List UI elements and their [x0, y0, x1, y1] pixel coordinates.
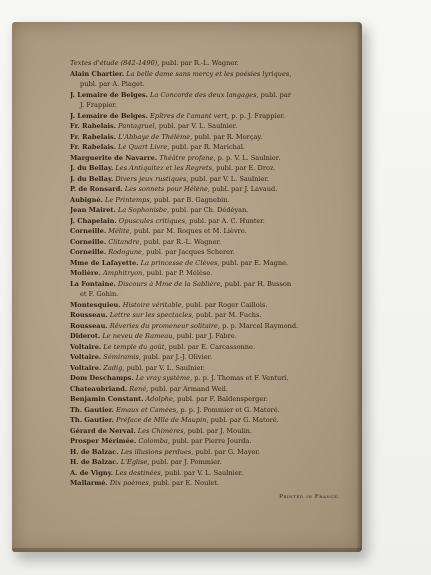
entry-work: Mélite, — [106, 227, 132, 235]
entry-publisher: publ. par B. Gagnebin. — [151, 195, 230, 204]
list-item — [70, 331, 360, 342]
list-item — [70, 447, 360, 458]
entry-publisher: publ. par J. Lavaud. — [209, 185, 278, 193]
entry-work: Les illusions perdues, — [118, 447, 194, 456]
entry-author: Corneille. — [70, 237, 107, 246]
entry-work: Théâtre profane, — [157, 153, 216, 162]
entry-work: Le Printemps, — [102, 195, 152, 204]
entry-publisher: publ. par R.-L. Wagner. — [141, 237, 222, 246]
entry-author: Gérard de Nerval. — [70, 426, 136, 435]
list-item — [70, 121, 360, 132]
entry-work: Rêveries du promeneur solitaire, — [107, 321, 221, 330]
list-item — [70, 205, 360, 216]
entry-publisher: publ. par R.-L. Wagner. — [159, 59, 239, 67]
entry-work: Dix poèmes, — [107, 479, 151, 487]
list-item — [70, 478, 360, 489]
entry-publisher: p. p. J. Pommier et G. Matoré. — [178, 405, 280, 414]
entry-work: La Sophonisbe, — [115, 206, 170, 214]
entry-author: H. de Balzac. — [70, 447, 119, 456]
list-item — [70, 69, 360, 90]
list-item — [70, 90, 360, 111]
entry-author: Fr. Rabelais. — [70, 143, 117, 151]
entry-work: Histoire véritable, — [120, 300, 184, 309]
list-item — [70, 216, 360, 227]
entry-work: Le neveu de Rameau, — [100, 332, 175, 340]
book-back-cover — [12, 22, 362, 552]
entry-work: Textes d'étude (842-1490), — [70, 59, 160, 67]
entry-publisher: publ. par J. Moulin. — [185, 426, 252, 435]
entry-publisher: p. p. V. L. Saulnier. — [215, 153, 281, 162]
entry-publisher: publ. par J. Fabre. — [174, 332, 237, 340]
entry-work: Colomba, — [136, 437, 170, 445]
entry-author: Prosper Mérimée. — [70, 437, 137, 445]
entry-continuation: et F. Gohin. — [80, 290, 119, 298]
entry-publisher: publ. par G. Matoré. — [208, 416, 279, 424]
entry-work: Opuscules critiques, — [116, 216, 188, 225]
list-item — [70, 247, 360, 258]
list-item — [70, 310, 360, 321]
entry-author: Rousseau. — [70, 311, 108, 319]
entry-work: Discours à Mme de la Sablière, — [115, 279, 223, 288]
entry-work: Adolphe, — [143, 395, 176, 403]
list-item — [70, 321, 360, 332]
list-item — [70, 468, 360, 479]
book-bottom-edge — [12, 548, 362, 552]
entry-publisher: publ. par Ch. Dédéyan. — [169, 206, 249, 214]
entry-work: Clitandre, — [106, 237, 142, 246]
entry-publisher: publ. par G. Mayer. — [193, 447, 260, 456]
entry-publisher: publ. par Pierre Jourda. — [169, 437, 252, 445]
list-item — [70, 237, 360, 248]
entry-work: Les Chimères, — [135, 426, 186, 435]
list-item — [70, 426, 360, 437]
entry-author: Th. Gautier. — [70, 405, 114, 414]
entry-work: La princesse de Clèves, — [138, 258, 220, 267]
entry-publisher: publ. par P. Mélèse. — [144, 269, 213, 277]
entry-author: J. Chapelain. — [70, 216, 117, 225]
entry-publisher: publ. par J.-J. Olivier. — [141, 353, 213, 361]
printed-in-france: Printed in France. — [279, 494, 340, 500]
entry-publisher: publ. par M. Fuchs. — [193, 311, 262, 319]
entry-work: Epîtres de l'amant vert, — [147, 111, 230, 120]
entry-publisher: p. p. Marcel Raymond. — [220, 321, 299, 330]
list-item — [70, 268, 360, 279]
list-item — [70, 184, 360, 195]
entry-publisher: publ. par E. Carcassonne. — [166, 342, 256, 351]
entry-author: A. de Vigny. — [70, 468, 114, 477]
entry-author: Mme de Lafayette. — [70, 258, 139, 267]
entry-publisher: publ. par R. Morçay. — [192, 132, 263, 141]
list-item — [70, 279, 360, 300]
entry-publisher: publ. par R. Marichal. — [169, 143, 246, 151]
entry-author: Fr. Rabelais. — [70, 132, 117, 141]
entry-continuation: J. Frappier. — [80, 101, 117, 109]
entry-publisher: publ. par — [258, 90, 291, 99]
list-item — [70, 195, 360, 206]
list-item — [70, 300, 360, 311]
entry-continuation: publ. par A. Piaget. — [80, 80, 145, 88]
list-item — [70, 58, 360, 69]
entry-author: Chateaubriand. — [70, 384, 128, 393]
entry-author: Rousseau. — [70, 321, 108, 330]
list-item — [70, 457, 360, 468]
entry-author: La Fontaine. — [70, 279, 116, 288]
entry-work: Amphitryon, — [100, 269, 145, 277]
entry-author: Diderot. — [70, 332, 101, 340]
list-item — [70, 394, 360, 405]
list-item — [70, 342, 360, 353]
entry-work: René, — [127, 384, 149, 393]
entry-work: Sémiramis, — [101, 353, 142, 361]
list-item — [70, 132, 360, 143]
list-item — [70, 153, 360, 164]
entry-work: La belle dame sans mercy et les poésies lyriques, — [124, 69, 292, 78]
list-item — [70, 226, 360, 237]
list-item — [70, 142, 360, 153]
entry-publisher: publ. par E. Droz. — [214, 164, 276, 172]
entry-publisher: publ. par Armand Weil. — [148, 384, 229, 393]
entry-author: Aubigné. — [70, 195, 103, 204]
entry-work: Pantagruel, — [116, 122, 157, 130]
list-item — [70, 384, 360, 395]
entry-publisher: publ. par F. Baldensperger. — [175, 395, 268, 403]
entry-publisher: publ. par A. C. Hunter. — [187, 216, 265, 225]
entry-work: Emaux et Camées, — [113, 405, 179, 414]
entry-publisher: publ. par V. L. Saulnier. — [156, 122, 238, 130]
entry-author: J. du Bellay. — [70, 174, 114, 183]
entry-work: La Concorde des deux langages, — [147, 90, 259, 99]
entry-author: Dom Deschamps. — [70, 374, 134, 382]
entry-author: Voltaire. — [70, 363, 102, 372]
entry-author: Th. Gautier. — [70, 416, 114, 424]
list-item — [70, 111, 360, 122]
entry-author: Corneille. — [70, 227, 107, 235]
entry-author: Alain Chartier. — [70, 69, 125, 78]
list-item — [70, 174, 360, 185]
list-item — [70, 352, 360, 363]
entry-work: Zadig, — [101, 363, 125, 372]
entry-author: Corneille. — [70, 248, 107, 256]
entry-author: Fr. Rabelais. — [70, 122, 117, 130]
entry-publisher: publ. par E. Noulet. — [150, 479, 220, 487]
entry-author: Benjamin Constant. — [70, 395, 144, 403]
entry-publisher: publ. par M. Roques et M. Lièvre. — [131, 227, 247, 235]
entry-work: Le temple du goût, — [101, 342, 167, 351]
entry-work: Les Antiquitez et les Regrets, — [113, 164, 215, 172]
entry-work: Les destinées, — [113, 468, 163, 477]
list-item — [70, 415, 360, 426]
entry-author: Voltaire. — [70, 353, 102, 361]
entry-work: Divers jeux rustiques, — [113, 174, 189, 183]
entry-author: Jean Mairet. — [70, 206, 116, 214]
entry-publisher: publ. par V. L. Saulnier. — [124, 363, 205, 372]
entry-author: Voltaire. — [70, 342, 102, 351]
entry-work: Rodogune, — [106, 248, 145, 256]
list-item — [70, 373, 360, 384]
entry-author: Mallarmé. — [70, 479, 108, 487]
entry-publisher: publ. par Roger Caillois. — [183, 300, 268, 309]
entry-author: Montesquieu. — [70, 300, 121, 309]
entry-publisher: p. p. J. Thomas et F. Venturi. — [192, 374, 289, 382]
entry-work: Le vray système, — [133, 374, 193, 382]
list-item — [70, 258, 360, 269]
entry-work: Lettre sur les spectacles, — [107, 311, 194, 319]
entry-work: Préface de Mlle de Maupin, — [113, 416, 209, 424]
entry-author: Marguerite de Navarre. — [70, 153, 158, 162]
entry-author: J. Lemaire de Belges. — [70, 111, 148, 120]
entry-publisher: p. p. J. Frappier. — [229, 111, 286, 120]
list-item — [70, 436, 360, 447]
entry-publisher: publ. par V. L. Saulnier. — [188, 174, 269, 183]
list-item — [70, 363, 360, 374]
entry-author: P. de Ronsard. — [70, 185, 123, 193]
entry-publisher: publ. par V. L. Saulnier. — [162, 468, 244, 477]
entry-publisher: publ. par H. Busson — [222, 279, 292, 288]
entry-work: Le Quart Livre, — [116, 143, 170, 151]
entry-author: J. du Bellay. — [70, 164, 114, 172]
entry-work: L'Abbaye de Thélème, — [116, 132, 193, 141]
entry-publisher: publ. par Jacques Scherer. — [144, 248, 235, 256]
entry-author: Molière. — [70, 269, 101, 277]
entry-author: J. Lemaire de Belges. — [70, 90, 148, 99]
list-item — [70, 163, 360, 174]
entry-work: Les sonnets pour Hélène, — [122, 185, 210, 193]
series-list — [70, 58, 360, 489]
list-item — [70, 405, 360, 416]
entry-publisher: publ. par J. Pommier. — [149, 458, 222, 466]
entry-work: L'Eglise, — [118, 458, 150, 466]
entry-publisher: publ. par E. Magne. — [219, 258, 289, 267]
entry-author: H. de Balzac. — [70, 458, 119, 466]
